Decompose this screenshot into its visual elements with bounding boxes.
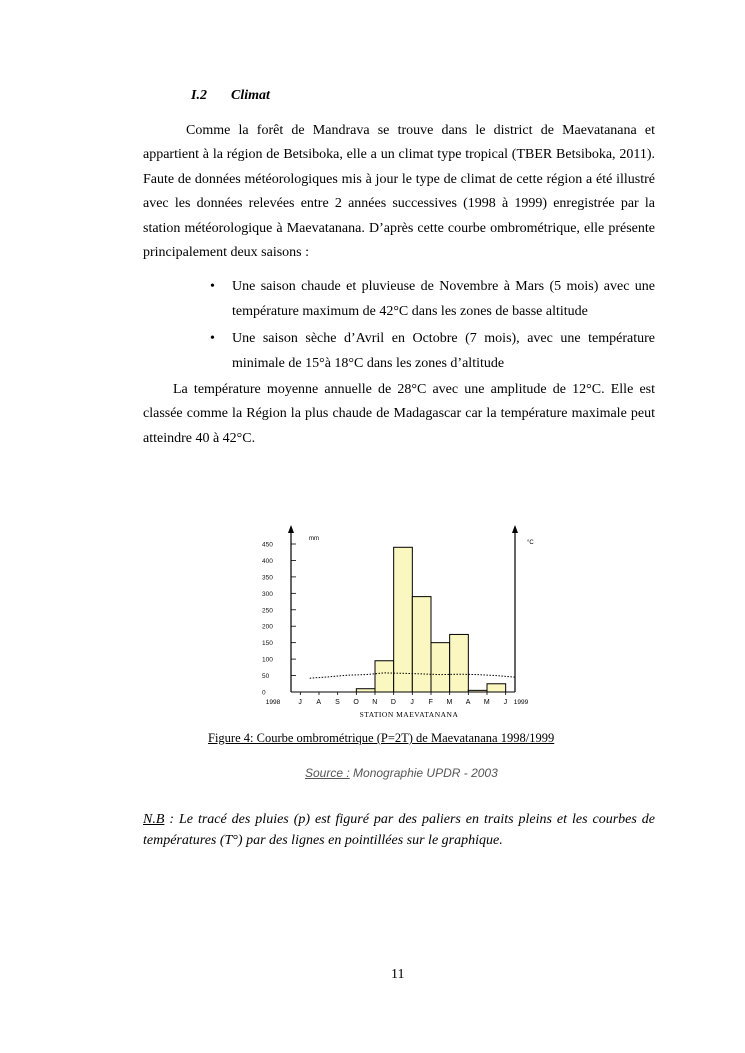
x-tick-label: D — [390, 699, 397, 706]
list-item — [210, 275, 655, 324]
y-axis-left-arrow-icon — [288, 525, 294, 533]
source-text: Monographie UPDR - 2003 — [349, 766, 498, 780]
y-tick-label: 200 — [262, 623, 273, 631]
section-title: Climat — [231, 88, 270, 103]
bar — [468, 690, 487, 692]
page-number: 11 — [391, 967, 405, 982]
x-end-label: 1999 — [513, 699, 529, 706]
bar — [487, 684, 506, 692]
y-tick-label: 400 — [262, 557, 273, 565]
seasons-list — [210, 275, 655, 379]
x-tick-label: M — [483, 699, 491, 706]
chart-title: STATION MAEVATANANA — [359, 710, 459, 719]
y-tick-label: 150 — [262, 640, 273, 648]
list-item-text: Une saison chaude et pluvieuse de Novembre à Mars (5 mois) avec une température maximum de 42°C dans les zones de basse altitude — [232, 279, 655, 319]
x-tick-label: M — [446, 699, 453, 706]
x-tick-label: A — [316, 699, 322, 706]
x-tick-label: J — [410, 699, 415, 706]
figure-source — [305, 766, 498, 780]
bar — [431, 643, 450, 692]
x-tick-label: F — [428, 699, 434, 706]
bar — [412, 597, 431, 692]
y-tick-label: 100 — [262, 656, 273, 664]
source-label: Source : — [305, 766, 350, 780]
x-tick-label: N — [372, 699, 378, 706]
y-tick-label: 250 — [262, 607, 273, 615]
x-tick-label: J — [298, 699, 303, 706]
x-start-label: 1998 — [265, 699, 281, 706]
y-tick-label: 300 — [262, 590, 273, 598]
x-tick-label: O — [353, 699, 360, 706]
y2-axis-label: °C — [527, 540, 534, 546]
bar — [394, 547, 413, 692]
section-number: I.2 — [191, 88, 207, 103]
y-axis-right-arrow-icon — [512, 525, 518, 533]
x-tick-label: J — [503, 699, 508, 706]
temperature-paragraph: La température moyenne annuelle de 28°C avec une amplitude de 12°C. Elle est classée comme la Région la plus chaude de Madagascar car la température maximale peut atteindre 40 à 42°C. — [143, 382, 655, 446]
y-tick-label: 50 — [262, 673, 270, 681]
section-heading — [191, 88, 270, 104]
bar — [356, 689, 375, 692]
bar — [375, 661, 394, 692]
figure-caption: Figure 4: Courbe ombrométrique (P=2T) de Maevatanana 1998/1999 — [208, 731, 555, 745]
ombrothermic-chart — [255, 522, 545, 722]
y-axis-label: mm — [309, 536, 319, 542]
x-tick-label: S — [335, 699, 341, 706]
x-tick-label: A — [465, 699, 471, 706]
note-text: : Le tracé des pluies (p) est figuré par des paliers en traits pleins et les courbes de températures (T°) par des lignes en pointillées sur le graphique. — [143, 812, 655, 848]
bar — [450, 634, 469, 692]
note-label: N.B — [143, 812, 165, 827]
y-tick-label: 450 — [262, 541, 273, 549]
footnote — [143, 809, 655, 851]
climate-paragraph: Comme la forêt de Mandrava se trouve dans le district de Maevatanana et appartient à la région de Betsiboka, elle a un climat type tropical (TBER Betsiboka, 2011). Faute de données météorologiques mis à jour le type de climat de cette région a été illustré avec les données relevées entre 2 années successives (1998 à 1999) enregistrée par la station météorologique à Maevatanana. D’après cette courbe ombrométrique, elle présente principalement deux saisons : — [143, 123, 655, 261]
list-item — [210, 327, 655, 376]
y-tick-label: 0 — [262, 689, 266, 697]
bullet-icon: • — [210, 331, 215, 347]
bullet-icon: • — [210, 279, 215, 294]
y-tick-label: 350 — [262, 574, 273, 582]
list-item-text: Une saison sèche d’Avril en Octobre (7 mois), avec une température minimale de 15°à 18°C dans les zones d’altitude — [232, 331, 655, 371]
